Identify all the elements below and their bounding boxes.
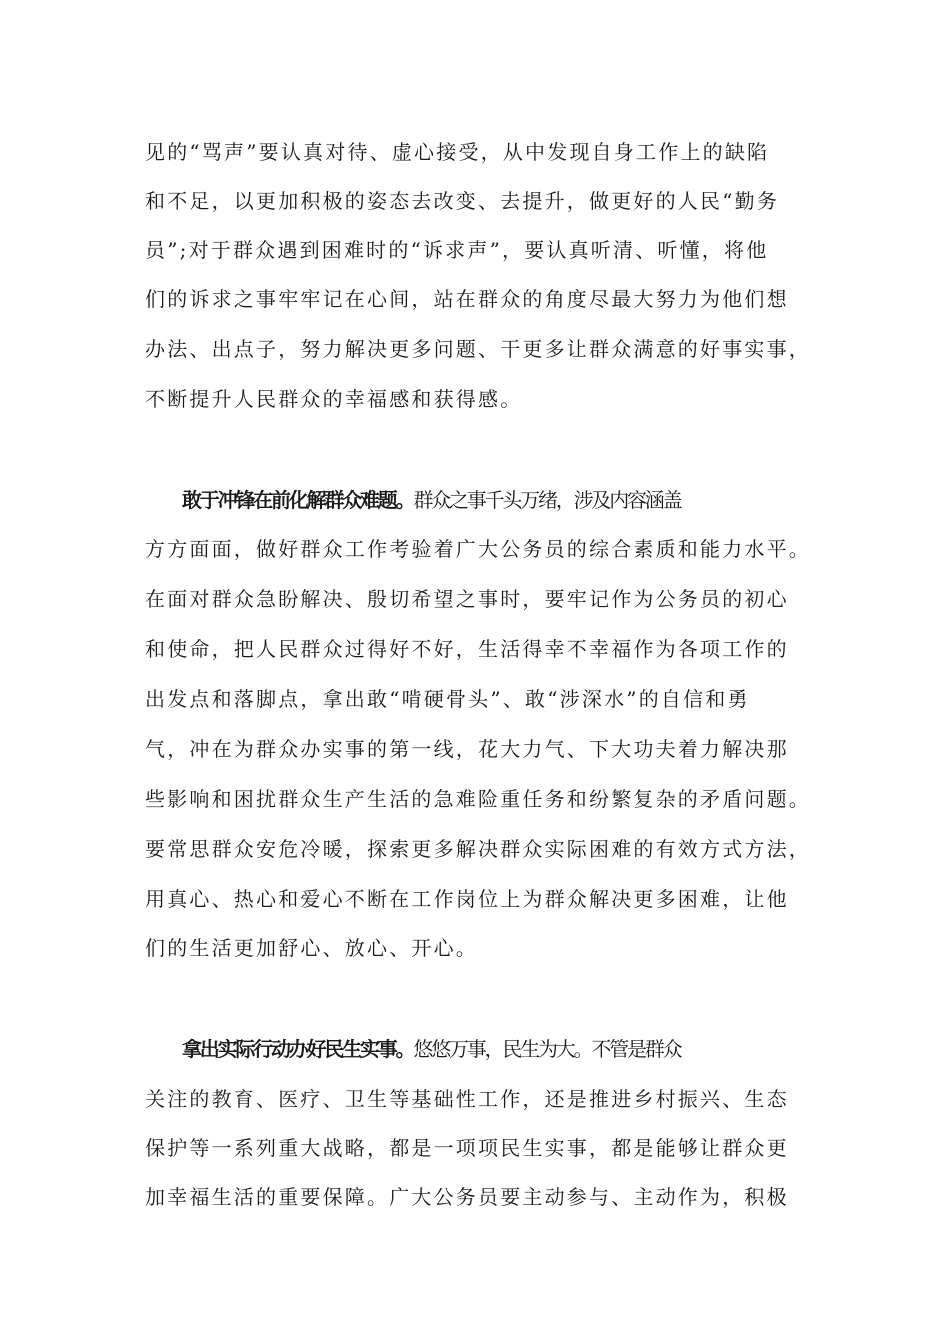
paragraph-1-line-3: 员”;对于群众遇到困难时的“诉求声”，要认真听清、听懂，将他 — [145, 238, 769, 262]
paragraph-3-line-3: 保护等一系列重大战略，都是一项项民生实事，都是能够让群众更 — [145, 1136, 789, 1160]
paragraph-2-line-10: 们的生活更加舒心、放心、开心。 — [145, 936, 478, 960]
paragraph-3-heading: 拿出实际行动办好民生实事。 — [182, 1037, 414, 1061]
paragraph-2-line-2: 方方面面，做好群众工作考验着广大公务员的综合素质和能力水平。 — [145, 537, 811, 561]
paragraph-3-line-2: 关注的教育、医疗、卫生等基础性工作，还是推进乡村振兴、生态 — [145, 1087, 789, 1111]
paragraph-3-first-line-text: 悠悠万事，民生为大。不管是群众 — [413, 1037, 681, 1061]
paragraph-1-line-5: 办法、出点子，努力解决更多问题、干更多让群众满意的好事实事， — [145, 337, 811, 361]
paragraph-1-line-1: 见的“骂声”要认真对待、虚心接受，从中发现自身工作上的缺陷 — [145, 140, 770, 164]
paragraph-1-line-4: 们的诉求之事牢牢记在心间，站在群众的角度尽最大努力为他们想 — [145, 287, 789, 311]
paragraph-3-line-4: 加幸福生活的重要保障。广大公务员要主动参与、主动作为，积极 — [145, 1185, 789, 1209]
paragraph-2-line-9: 用真心、热心和爱心不断在工作岗位上为群众解决更多困难，让他 — [145, 887, 789, 911]
paragraph-3-line-1 — [182, 1029, 852, 1069]
paragraph-2-first-line-text: 群众之事千头万绪，涉及内容涵盖 — [413, 488, 681, 512]
paragraph-2-line-5: 出发点和落脚点，拿出敢“啃硬骨头”、敢“涉深水”的自信和勇 — [145, 687, 750, 711]
paragraph-2-line-1 — [182, 480, 852, 520]
paragraph-2-line-7: 些影响和困扰群众生产生活的急难险重任务和纷繁复杂的矛盾问题。 — [145, 787, 811, 811]
paragraph-1-line-6: 不断提升人民群众的幸福感和获得感。 — [145, 387, 523, 411]
paragraph-2-line-6: 气，冲在为群众办实事的第一线，花大力气、下大功夫着力解决那 — [145, 737, 789, 761]
paragraph-2-heading: 敢于冲锋在前化解群众难题。 — [182, 488, 414, 512]
paragraph-2-line-3: 在面对群众急盼解决、殷切希望之事时，要牢记作为公务员的初心 — [145, 587, 789, 611]
paragraph-2-line-8: 要常思群众安危冷暖，探索更多解决群众实际困难的有效方式方法， — [145, 837, 811, 861]
paragraph-2-line-4: 和使命，把人民群众过得好不好，生活得幸不幸福作为各项工作的 — [145, 637, 789, 661]
paragraph-1-line-2: 和不足，以更加积极的姿态去改变、去提升，做更好的人民“勤务 — [145, 189, 780, 213]
